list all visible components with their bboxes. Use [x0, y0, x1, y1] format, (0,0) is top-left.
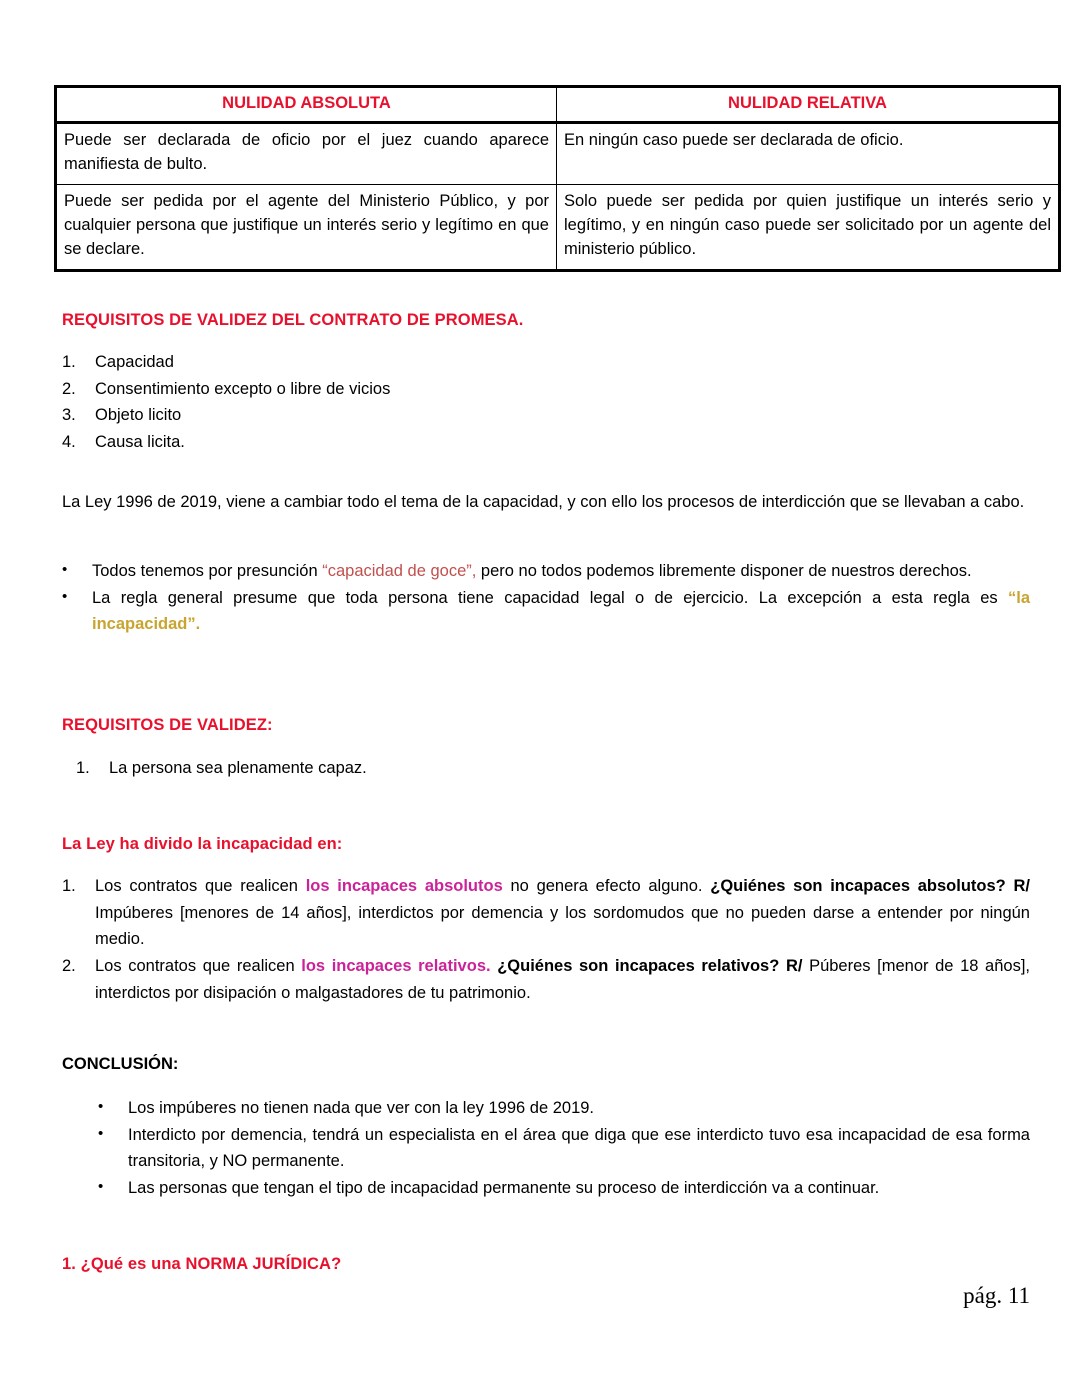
list-item — [62, 585, 1030, 638]
bullet-text-part2: pero no todos podemos libremente disponer de nuestros derechos. — [476, 562, 972, 580]
bullet-icon: • — [98, 1098, 104, 1115]
list-marker: 4. — [62, 433, 76, 452]
list-marker: 3. — [62, 406, 76, 425]
list-item — [98, 1175, 1030, 1202]
bullet-text-part1: Todos tenemos por presunción — [92, 562, 323, 580]
paragraph-ley-1996: La Ley 1996 de 2019, viene a cambiar todo el tema de la capacidad, y con ello los procesos de interdicción que se llevaban a cabo. — [62, 493, 1025, 511]
incapacidad-mid: no genera efecto alguno. — [502, 877, 711, 895]
emphasis-capacidad-de-goce: “capacidad de goce”, — [322, 562, 477, 580]
table-cell-relativa-1: En ningún caso puede ser declarada de oficio. — [557, 122, 1060, 184]
incapacidad-answer: Impúberes [menores de 14 años], interdictos por demencia y los sordomudos que no pueden darse a entender por ningún medio. — [95, 903, 1030, 949]
list-capacidad-bullets — [62, 558, 1030, 638]
emphasis-incapaces-relativos: los incapaces relativos. — [301, 957, 491, 976]
bullet-text-part1: La regla general presume que toda persona tiene capacidad legal o de ejercicio. La excepción a esta regla es — [92, 588, 1008, 607]
page-number: pág. 11 — [963, 1283, 1030, 1308]
list-marker: 1. — [62, 353, 76, 371]
table-cell-absoluta-1: Puede ser declarada de oficio por el juez cuando aparece manifiesta de bulto. — [56, 122, 557, 184]
list-marker: 2. — [62, 957, 76, 976]
incapacidad-question: ¿Quiénes son incapaces relativos? — [497, 957, 780, 976]
list-item-text: Consentimiento excepto o libre de vicios — [95, 379, 391, 398]
table-header-row — [56, 87, 1060, 123]
list-item — [76, 755, 976, 782]
table-row — [56, 122, 1060, 184]
list-item — [62, 402, 962, 429]
bullet-icon: • — [62, 561, 68, 578]
incapacidad-lead: Los contratos que realicen — [95, 957, 302, 976]
bullet-icon: • — [62, 587, 68, 605]
nulidad-comparison-table — [54, 85, 1061, 272]
list-item — [62, 376, 962, 403]
heading-norma-juridica: 1. ¿Qué es una NORMA JURÍDICA? — [62, 1255, 342, 1273]
heading-requisitos-contrato-promesa: REQUISITOS DE VALIDEZ DEL CONTRATO DE PROMESA. — [62, 311, 524, 329]
list-marker: 1. — [76, 759, 90, 777]
list-item — [62, 558, 1030, 585]
list-conclusion — [98, 1095, 1030, 1202]
list-item-text — [92, 585, 1030, 638]
list-item-text: Las personas que tengan el tipo de incapacidad permanente su proceso de interdicción va a continuar. — [128, 1179, 880, 1198]
list-item — [62, 953, 1030, 1006]
incapacidad-question: ¿Quiénes son incapaces absolutos? — [710, 877, 1006, 895]
incapacidad-answer: Púberes [menor de 18 años], interdictos por disipación o malgastadores de tu patrimonio. — [95, 957, 1030, 1002]
list-requisitos-validez — [76, 755, 976, 782]
list-item-text — [92, 558, 1030, 585]
table-header-nulidad-relativa: NULIDAD RELATIVA — [557, 87, 1060, 123]
table-cell-absoluta-2: Puede ser pedida por el agente del Ministerio Público, y por cualquier persona que justifique un interés serio y legítimo en que se declare. — [56, 184, 557, 270]
list-item — [98, 1095, 1030, 1122]
table-row — [56, 184, 1060, 270]
list-item-text: Los impúberes no tienen nada que ver con la ley 1996 de 2019. — [128, 1099, 595, 1117]
heading-requisitos-validez: REQUISITOS DE VALIDEZ: — [62, 716, 273, 734]
answer-marker: R/ — [779, 957, 803, 976]
bullet-icon: • — [98, 1124, 104, 1142]
list-item — [62, 429, 962, 456]
list-item — [62, 349, 962, 376]
list-marker: 1. — [62, 877, 76, 895]
emphasis-incapaces-absolutos: los incapaces absolutos — [305, 877, 503, 895]
emphasis-la-incapacidad: “la incapacidad”. — [92, 588, 1030, 634]
incapacidad-lead: Los contratos que realicen — [95, 877, 306, 895]
heading-ley-ha-divido-incapacidad: La Ley ha divido la incapacidad en: — [62, 835, 343, 853]
list-item-text — [95, 953, 1030, 1006]
list-marker: 2. — [62, 379, 76, 398]
table-header-nulidad-absoluta: NULIDAD ABSOLUTA — [56, 87, 557, 123]
bullet-icon: • — [98, 1178, 104, 1196]
list-item-text: Objeto licito — [95, 406, 182, 425]
list-item-text: Interdicto por demencia, tendrá un especialista en el área que diga que ese interdicto tuvo esa incapacidad de esa forma transitoria, y NO permanente. — [128, 1125, 1030, 1171]
list-item — [62, 873, 1030, 953]
heading-conclusion: CONCLUSIÓN: — [62, 1055, 179, 1073]
list-requisitos-contrato-promesa — [62, 349, 962, 456]
list-item-text: Causa licita. — [95, 433, 185, 452]
list-incapacidad — [62, 873, 1030, 1007]
answer-marker: R/ — [1005, 877, 1030, 895]
list-item-text: Capacidad — [95, 353, 174, 371]
list-item-text: La persona sea plenamente capaz. — [109, 759, 367, 777]
table-cell-relativa-2: Solo puede ser pedida por quien justifique un interés serio y legítimo, y en ningún caso puede ser solicitado por un agente del ministerio público. — [557, 184, 1060, 270]
list-item — [98, 1122, 1030, 1175]
list-item-text — [95, 873, 1030, 953]
